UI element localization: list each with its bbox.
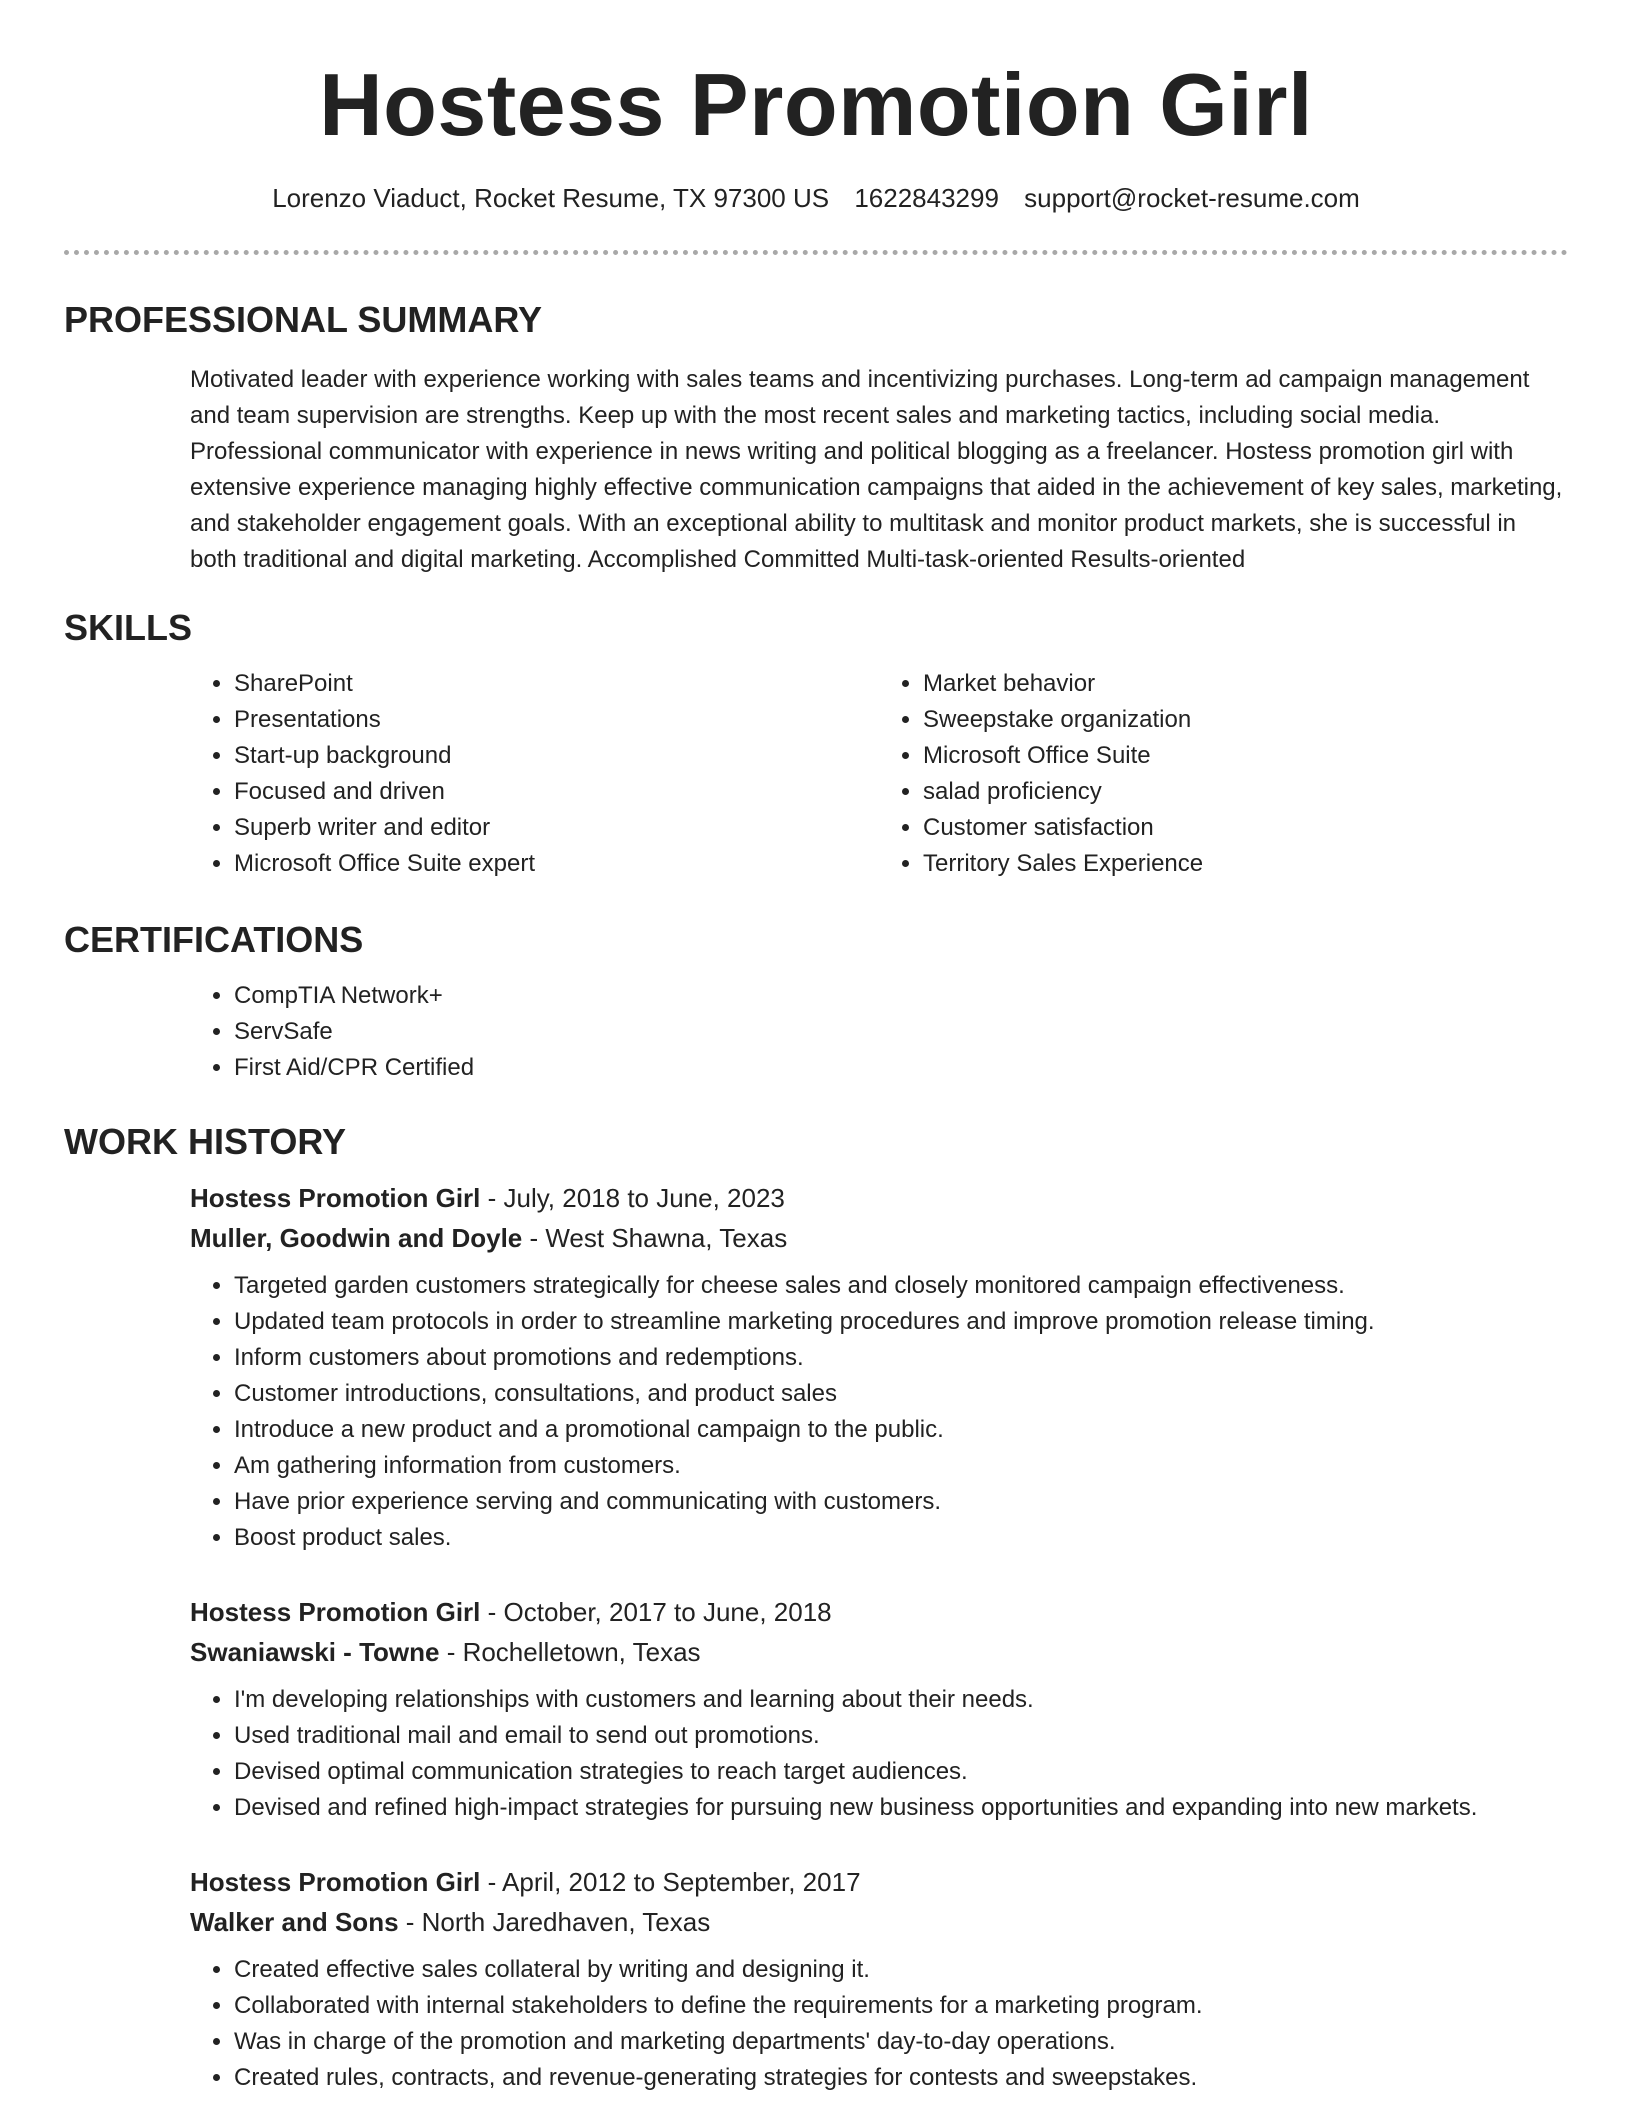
job-bullet: • Updated team protocols in order to streamline marketing procedures and improve promotion release timing. [234,1304,1568,1340]
job-company: Swaniawski - Towne [190,1637,440,1667]
skill-item: • Focused and driven [234,774,879,810]
job-bullet: • Inform customers about promotions and redemptions. [234,1340,1568,1376]
skill-item: • salad proficiency [923,774,1568,810]
work-history-title: WORK HISTORY [64,1121,347,1162]
skills-columns [190,666,1568,882]
job-bullet: • Boost product sales. [234,1520,1568,1556]
job-bullets [190,1682,1568,1826]
skill-item: • Microsoft Office Suite expert [234,846,879,882]
contact-email: support@rocket-resume.com [1024,183,1360,213]
skill-item: • Sweepstake organization [923,702,1568,738]
skills-list-right [879,666,1568,882]
job-location: - West Shawna, Texas [522,1223,788,1253]
job-bullet: • Am gathering information from customers. [234,1448,1568,1484]
job-bullet: • Introduce a new product and a promotional campaign to the public. [234,1412,1568,1448]
job-title-line [190,1592,1568,1632]
job-company-line [190,1902,1568,1942]
header-divider [64,250,1568,255]
job-company: Walker and Sons [190,1907,399,1937]
skill-item: • Customer satisfaction [923,810,1568,846]
job-bullets [190,1268,1568,1556]
jobs-container [190,1178,1568,2096]
job-bullet: • Devised optimal communication strategies to reach target audiences. [234,1754,1568,1790]
job-bullet: • Created effective sales collateral by writing and designing it. [234,1952,1568,1988]
job-title: Hostess Promotion Girl [190,1867,481,1897]
job-bullet: • I'm developing relationships with customers and learning about their needs. [234,1682,1568,1718]
contact-address: Lorenzo Viaduct, Rocket Resume, TX 97300 US [272,183,830,213]
job-entry [190,1862,1568,2096]
job-bullet: • Was in charge of the promotion and marketing departments' day-to-day operations. [234,2024,1568,2060]
job-bullets [190,1952,1568,2096]
certifications-content [190,978,1568,1086]
job-title-line [190,1862,1568,1902]
job-bullet: • Have prior experience serving and communicating with customers. [234,1484,1568,1520]
job-company-line [190,1218,1568,1258]
job-dates: - October, 2017 to June, 2018 [480,1597,832,1627]
skill-item: • Market behavior [923,666,1568,702]
skills-section [64,606,1568,882]
certifications-title: CERTIFICATIONS [64,919,364,960]
skill-item: • SharePoint [234,666,879,702]
skills-list-left [190,666,879,882]
contact-line [0,178,1632,218]
job-company: Muller, Goodwin and Doyle [190,1223,523,1253]
summary-section [64,298,1568,578]
skill-item: • Territory Sales Experience [923,846,1568,882]
job-location: - Rochelletown, Texas [439,1637,701,1667]
skills-title: SKILLS [64,607,193,648]
skill-item: • Microsoft Office Suite [923,738,1568,774]
summary-title: PROFESSIONAL SUMMARY [64,299,543,340]
candidate-name: Hostess Promotion Girl [319,55,1313,154]
contact-phone: 1622843299 [854,183,999,213]
job-bullet: • Used traditional mail and email to send out promotions. [234,1718,1568,1754]
job-bullet: • Customer introductions, consultations, and product sales [234,1376,1568,1412]
job-company-line [190,1632,1568,1672]
job-dates: - July, 2018 to June, 2023 [480,1183,785,1213]
certifications-list [190,978,1568,1086]
certifications-section [64,918,1568,1086]
summary-text: Motivated leader with experience working with sales teams and incentivizing purchases. Long-term ad campaign management and team supervision are strengths. Keep up with the most recent sales and marketing tactics, including social media. Professional communicator with experience in news writing and political blogging as a freelancer. Hostess promotion girl with extensive experience managing highly effective communication campaigns that aided in the achievement of key sales, marketing, and stakeholder engagement goals. With an exceptional ability to multitask and monitor product markets, she is successful in both traditional and digital marketing. Accomplished Committed Multi-task-oriented Results-oriented [190,366,1563,573]
job-entry [190,1178,1568,1556]
job-bullet: • Devised and refined high-impact strategies for pursuing new business opportunities and expanding into new markets. [234,1790,1568,1826]
certification-item: • CompTIA Network+ [234,978,1568,1014]
certification-item: • ServSafe [234,1014,1568,1050]
job-bullet: • Collaborated with internal stakeholders to define the requirements for a marketing program. [234,1988,1568,2024]
skill-item: • Superb writer and editor [234,810,879,846]
job-dates: - April, 2012 to September, 2017 [480,1867,861,1897]
certification-item: • First Aid/CPR Certified [234,1050,1568,1086]
job-entry [190,1592,1568,1826]
job-title-line [190,1178,1568,1218]
work-history-section [64,1120,1568,2096]
job-bullet: • Targeted garden customers strategically for cheese sales and closely monitored campaign effectiveness. [234,1268,1568,1304]
job-title: Hostess Promotion Girl [190,1597,481,1627]
job-location: - North Jaredhaven, Texas [398,1907,711,1937]
skill-item: • Start-up background [234,738,879,774]
job-bullet: • Created rules, contracts, and revenue-generating strategies for contests and sweepstakes. [234,2060,1568,2096]
skill-item: • Presentations [234,702,879,738]
job-title: Hostess Promotion Girl [190,1183,481,1213]
